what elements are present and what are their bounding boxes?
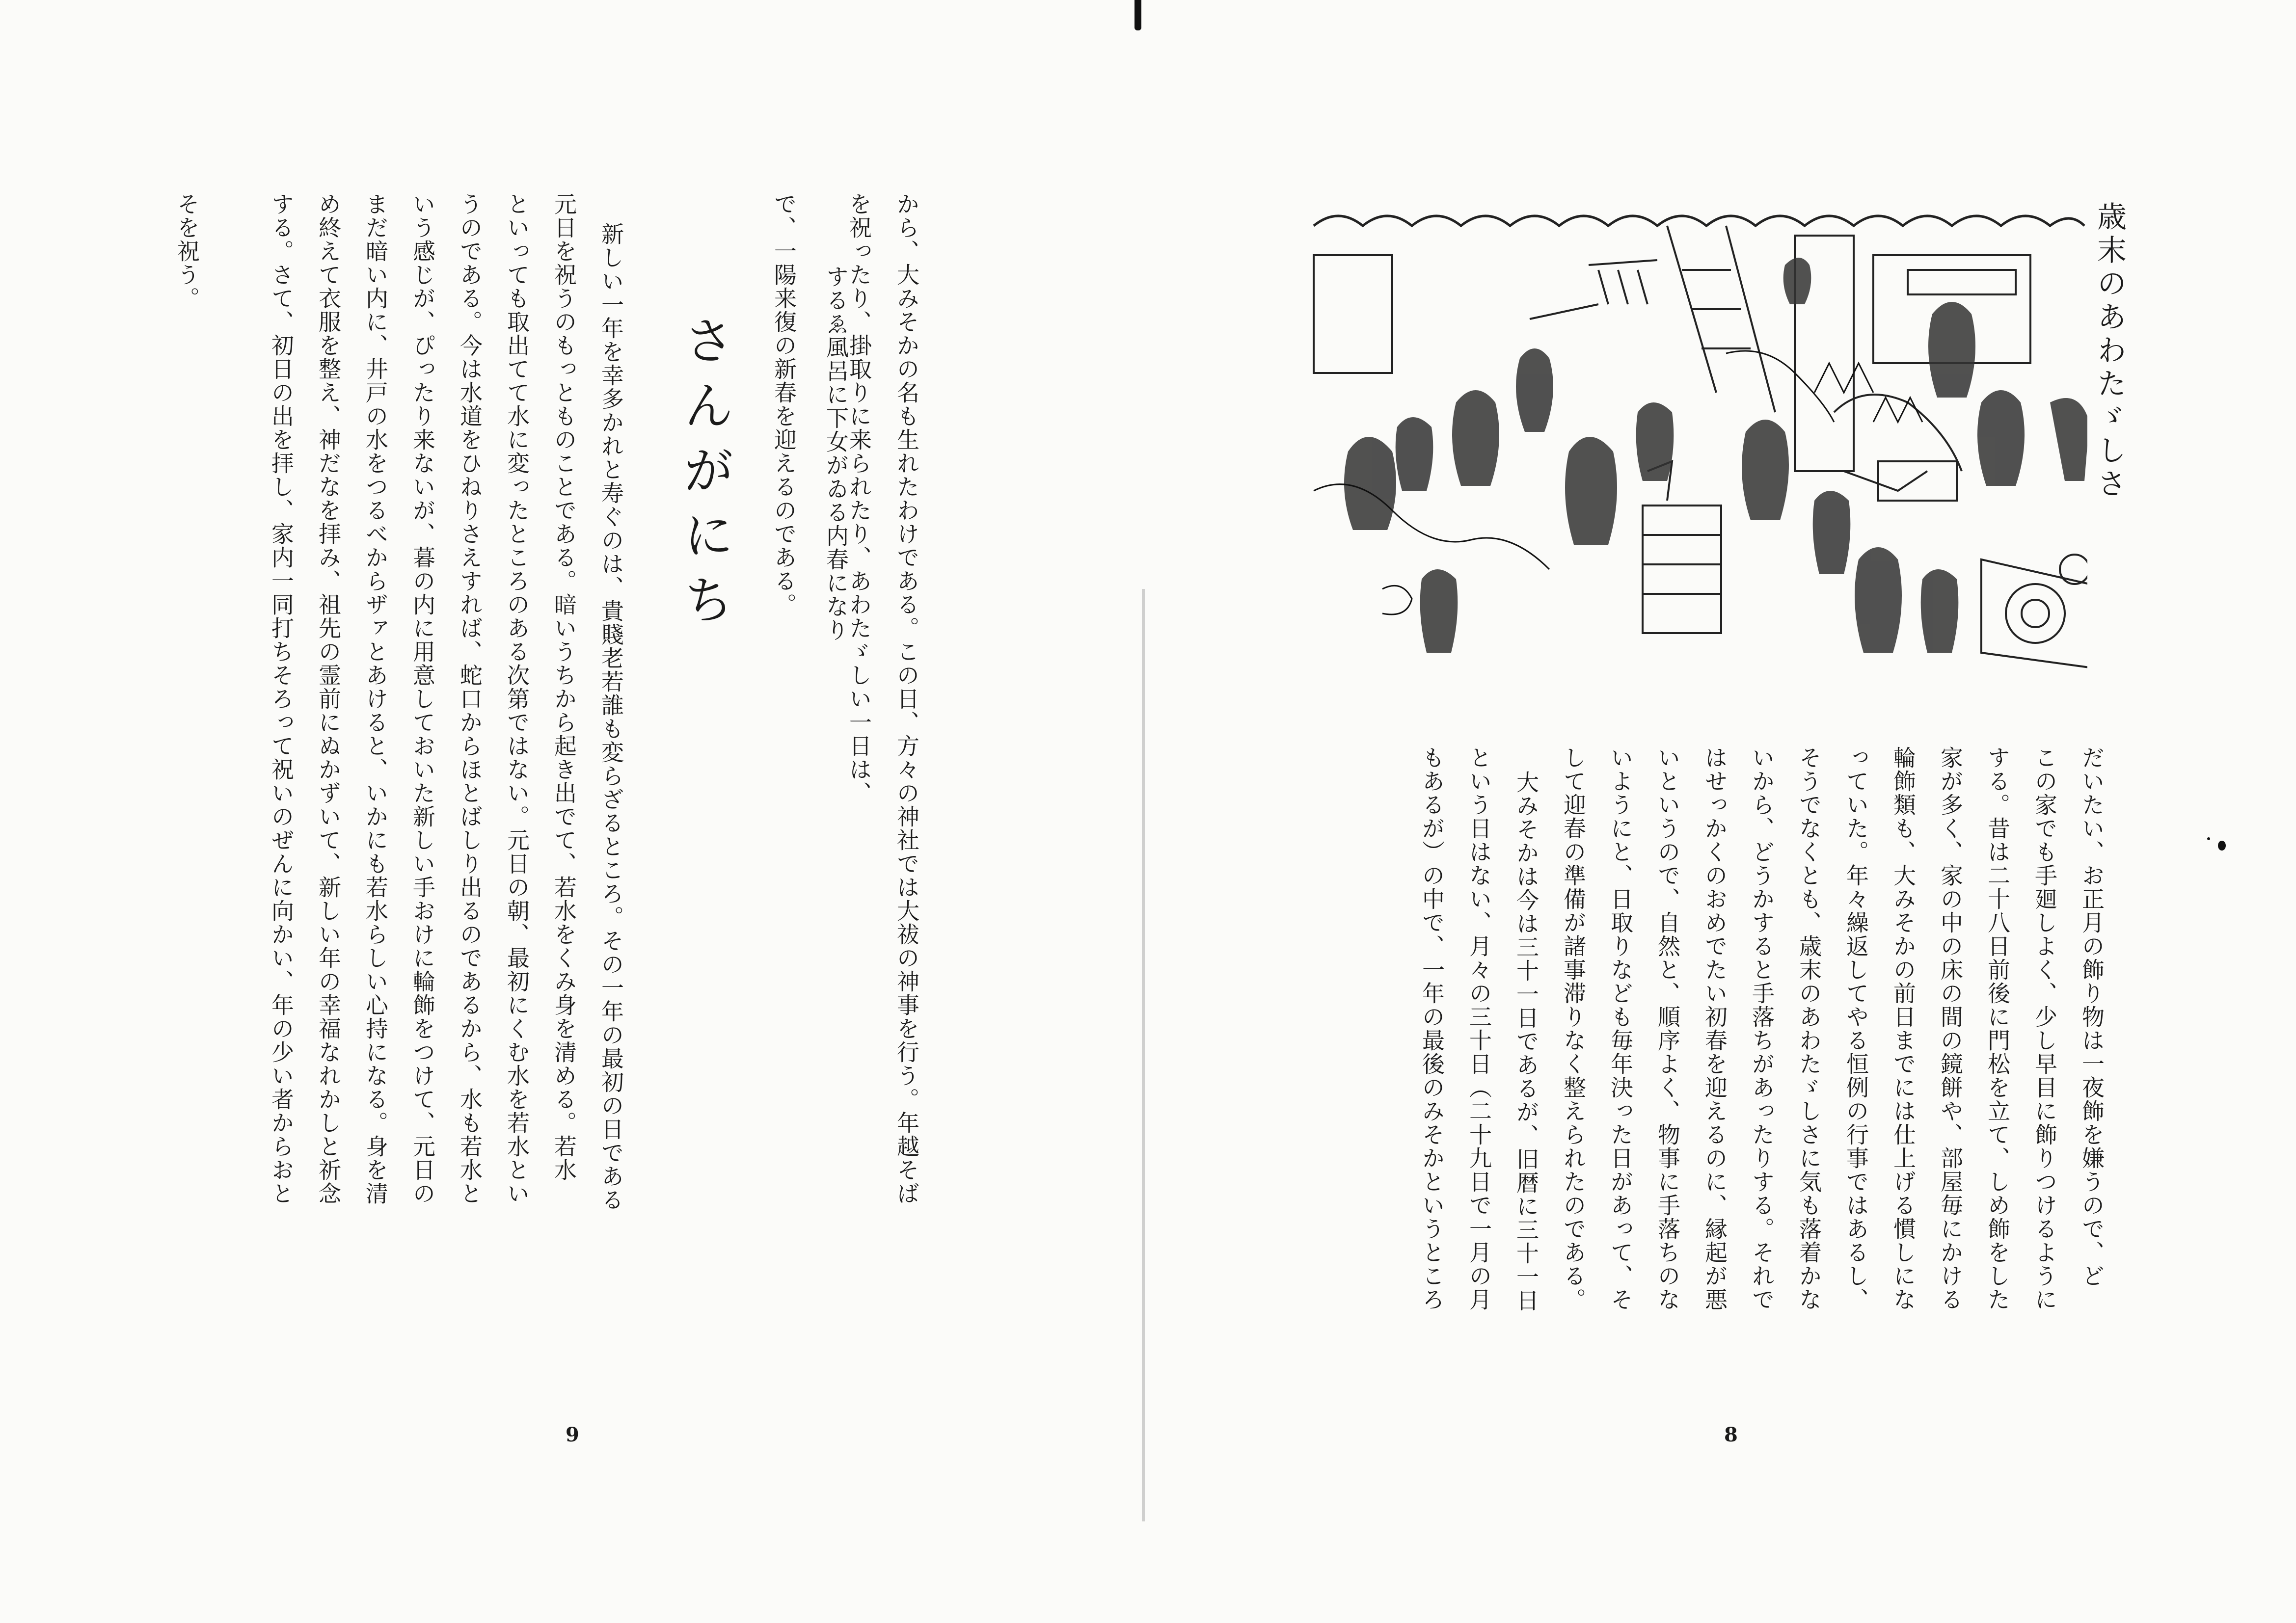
body-column: を祝ったり、掛取りに来られたり、あわたゞしい一日は、 [846,192,872,805]
body-column: もあるが）の中で、一年の最後のみそかというところ [1419,746,1445,1311]
body-column: といっても取出てて水に変ったところのある次第ではない。元日の朝、最初にくむ水を若水とい [504,192,530,1205]
section-title: さんがにち [675,314,734,638]
body-column: そうでなくとも、歳末のあわたゞしさに気も落着かな [1796,746,1822,1311]
illustration-art [1294,196,2087,697]
body-column: から、大みそかの名も生れたわけである。この日、方々の神社では大祓の神事を行う。年越そば [893,192,920,1205]
body-column: まだ暗い内に、井戸の水をつるべからザァとあけると、いかにも若水らしい心持になる。身を清 [362,192,389,1205]
body-column: いから、どうかすると手落ちがあったりする。それで [1749,746,1775,1311]
body-column: この家でも手廻しよく、少し早目に飾りつけるように [2031,746,2058,1311]
page-number: 8 [1724,1423,1738,1446]
body-column: め終えて衣服を整え、神だなを拝み、祖先の霊前にぬかずいて、新しい年の幸福なれかしと祈念 [315,192,342,1205]
body-column: 大みそかは今は三十一日であるが、旧暦に三十一日 [1513,771,1540,1312]
poem-line: するゑ風呂に下女がゐる内春になり [823,265,849,642]
body-column: 元日を祝うのもっとものことである。暗いうちから起き出でて、若水をくみ身を清める。若水 [551,192,577,1182]
woodblock-illustration [1294,196,2087,697]
body-column: うのである。今は水道をひねりさえすれば、蛇口からほとばしり出るのであるから、水も若水と [457,192,483,1205]
body-column: いようにと、日取りなども毎年決った日があって、そ [1607,746,1634,1311]
body-column: いう感じが、ぴったり来ないが、暮の内に用意しておいた新しい手おけに輪飾をつけて、元日の [409,192,436,1205]
body-column: っていた。年々繰返してやる恒例の行事ではあるし、 [1843,746,1869,1311]
body-column: だいたい、お正月の飾り物は一夜飾を嫌うので、ど [2079,746,2105,1288]
body-column: する。さて、初日の出を拝し、家内一同打ちそろって祝いのぜんに向かい、年の少い者からおと [268,192,295,1205]
illustration-caption: 歳末のあわたゞしさ [2092,201,2127,502]
page-number: 9 [566,1423,579,1446]
body-column: いというので、自然と、順序よく、物事に手落ちのな [1654,746,1681,1311]
body-column: はせっかくのおめでたい初春を迎えるのに、縁起が悪 [1702,746,1728,1311]
page-9 [0,0,1142,1623]
body-column: 新しい一年を幸多かれと寿ぐのは、貴賤老若誰も変らざるところ。その一年の最初の日である [598,222,624,1212]
body-column: そを祝う。 [174,192,200,310]
body-column: して迎春の準備が諸事滞りなく整えられたのである。 [1560,746,1587,1311]
body-column: 家が多く、家の中の床の間の鏡餅や、部屋毎にかける [1937,746,1964,1311]
page-8 [1145,0,2296,1623]
body-column: 輪飾類も、大みそかの前日までには仕上げる慣しにな [1890,746,1917,1311]
body-column: する。昔は二十八日前後に門松を立て、しめ飾をした [1984,746,2011,1311]
body-column: という日はない、月々の三十日（二十九日で一月の月 [1466,746,1492,1311]
body-column: で、一陽来復の新春を迎えるのである。 [771,192,797,616]
